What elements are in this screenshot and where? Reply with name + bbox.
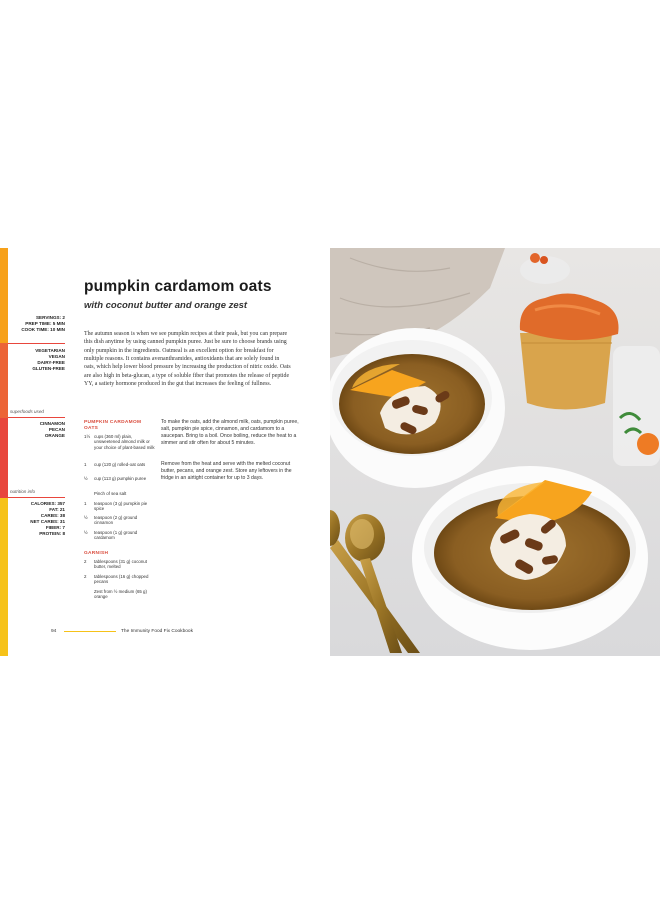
divider — [8, 497, 65, 498]
ingredients-title: PUMPKIN CARDAMOM OATS — [84, 420, 142, 431]
footer-rule — [64, 631, 116, 632]
color-stripe-yellow — [0, 498, 8, 656]
garnish-text: tablespoons (16 g) chopped pecans — [94, 574, 149, 585]
ingredient-qty: 1 — [84, 462, 87, 467]
ingredient-text: cup (120 g) rolled-oat oats — [94, 462, 146, 467]
page-number: 94 — [51, 629, 57, 634]
superfood: PECAN — [48, 427, 65, 433]
method-step: Remove from the heat and serve with the melted coconut butter, pecans, and orange zest. Store any leftovers in the fridge in an airtight container for up to 3 days. — [161, 461, 292, 482]
nutrition-fiber: FIBER: 7 — [45, 525, 65, 531]
ingredient-text: Pinch of sea salt — [94, 491, 127, 496]
divider — [8, 417, 65, 418]
recipe-intro: The autumn season is when we see pumpkin recipes at their peak, but you can prepare this dish anytime by using canned pumpkin puree. Just be sure to choose brands using only pumpkin in the ingredients. Oatmeal is an excellent option for breakfast for multiple reasons. It contains avenanthramides, antioxidants that are solely found in oats, which help lower blood pressure by increasing the production of nitric oxide. Oats are also high in beta-glucan, a type of soluble fiber that promotes the release of peptide YY, a satiety hormone produced in the gut that increases the feeling of fullness. — [84, 331, 291, 388]
garnish-title: GARNISH — [84, 551, 109, 556]
cook-time: COOK TIME: 10 MIN — [21, 327, 65, 333]
ingredient-qty: ½ — [84, 515, 88, 520]
oats-photo — [330, 248, 660, 656]
garnish-qty: 2 — [84, 574, 87, 579]
ingredient-text: teaspoon (2 g) ground cinnamon — [94, 515, 138, 526]
nutrition-fat: FAT: 21 — [49, 507, 65, 513]
superfood: ORANGE — [44, 433, 65, 439]
color-stripe-coral — [0, 343, 8, 418]
garnish-text: Zest from ½ medium (65 g) orange — [94, 589, 147, 600]
ingredient-text: cup (113 g) pumpkin puree — [94, 476, 147, 481]
diet-tag: VEGETARIAN — [35, 348, 65, 353]
diet-tag: VEGAN — [48, 354, 65, 360]
nutrition-calories: CALORIES: 357 — [30, 501, 65, 506]
nutrition-net-carbs: NET CARBS: 31 — [30, 519, 65, 525]
ingredient-qty: ½ — [84, 476, 88, 481]
garnish-qty: 2 — [84, 559, 87, 564]
prep-time: PREP TIME: 5 MIN — [25, 321, 65, 327]
recipe-meta — [21, 315, 65, 333]
color-stripe-orange — [0, 248, 8, 343]
diet-tag: GLUTEN-FREE — [32, 366, 65, 372]
ingredient-text: teaspoon (3 g) pumpkin pie spice — [94, 501, 148, 512]
garnish-text: tablespoons (31 g) coconut butter, melted — [94, 559, 147, 570]
superfood: CINNAMON — [39, 421, 65, 426]
book-spread — [0, 248, 660, 656]
nutrition-protein: PROTEIN: 8 — [39, 531, 65, 537]
ingredient-qty: 1 — [84, 501, 87, 506]
left-page — [0, 248, 330, 656]
divider — [8, 343, 65, 344]
superfoods-list — [40, 421, 65, 439]
nutrition-carbs: CARBS: 38 — [40, 513, 65, 519]
servings: SERVINGS: 2 — [35, 315, 65, 320]
ingredient-text: teaspoon (1 g) ground cardamom — [94, 530, 138, 541]
book-title: The Immunity Food Fix Cookbook — [121, 629, 193, 634]
ingredient-qty: ½ — [84, 530, 88, 535]
superfoods-label: superfoods used — [10, 409, 44, 414]
method-step: To make the oats, add the almond milk, oats, pumpkin puree, salt, pumpkin pie spice, cinnamon, and cardamom to a saucepan. Bring to a boil. Once boiling, reduce the heat to a simmer and stir often for about 5 minutes. — [161, 419, 299, 447]
ingredient-text: cups (360 ml) plain, unsweetened almond milk or your choice of plant-based milk — [94, 434, 155, 450]
nutrition-list — [30, 501, 65, 538]
recipe-title: pumpkin cardamom oats — [84, 278, 272, 295]
diet-tag: DAIRY-FREE — [37, 360, 65, 366]
color-stripe-red — [0, 418, 8, 498]
recipe-subtitle: with coconut butter and orange zest — [84, 300, 248, 311]
diet-tags — [32, 348, 65, 372]
ingredient-qty: 1½ — [84, 434, 91, 439]
nutrition-label: nutrition info — [10, 489, 36, 494]
